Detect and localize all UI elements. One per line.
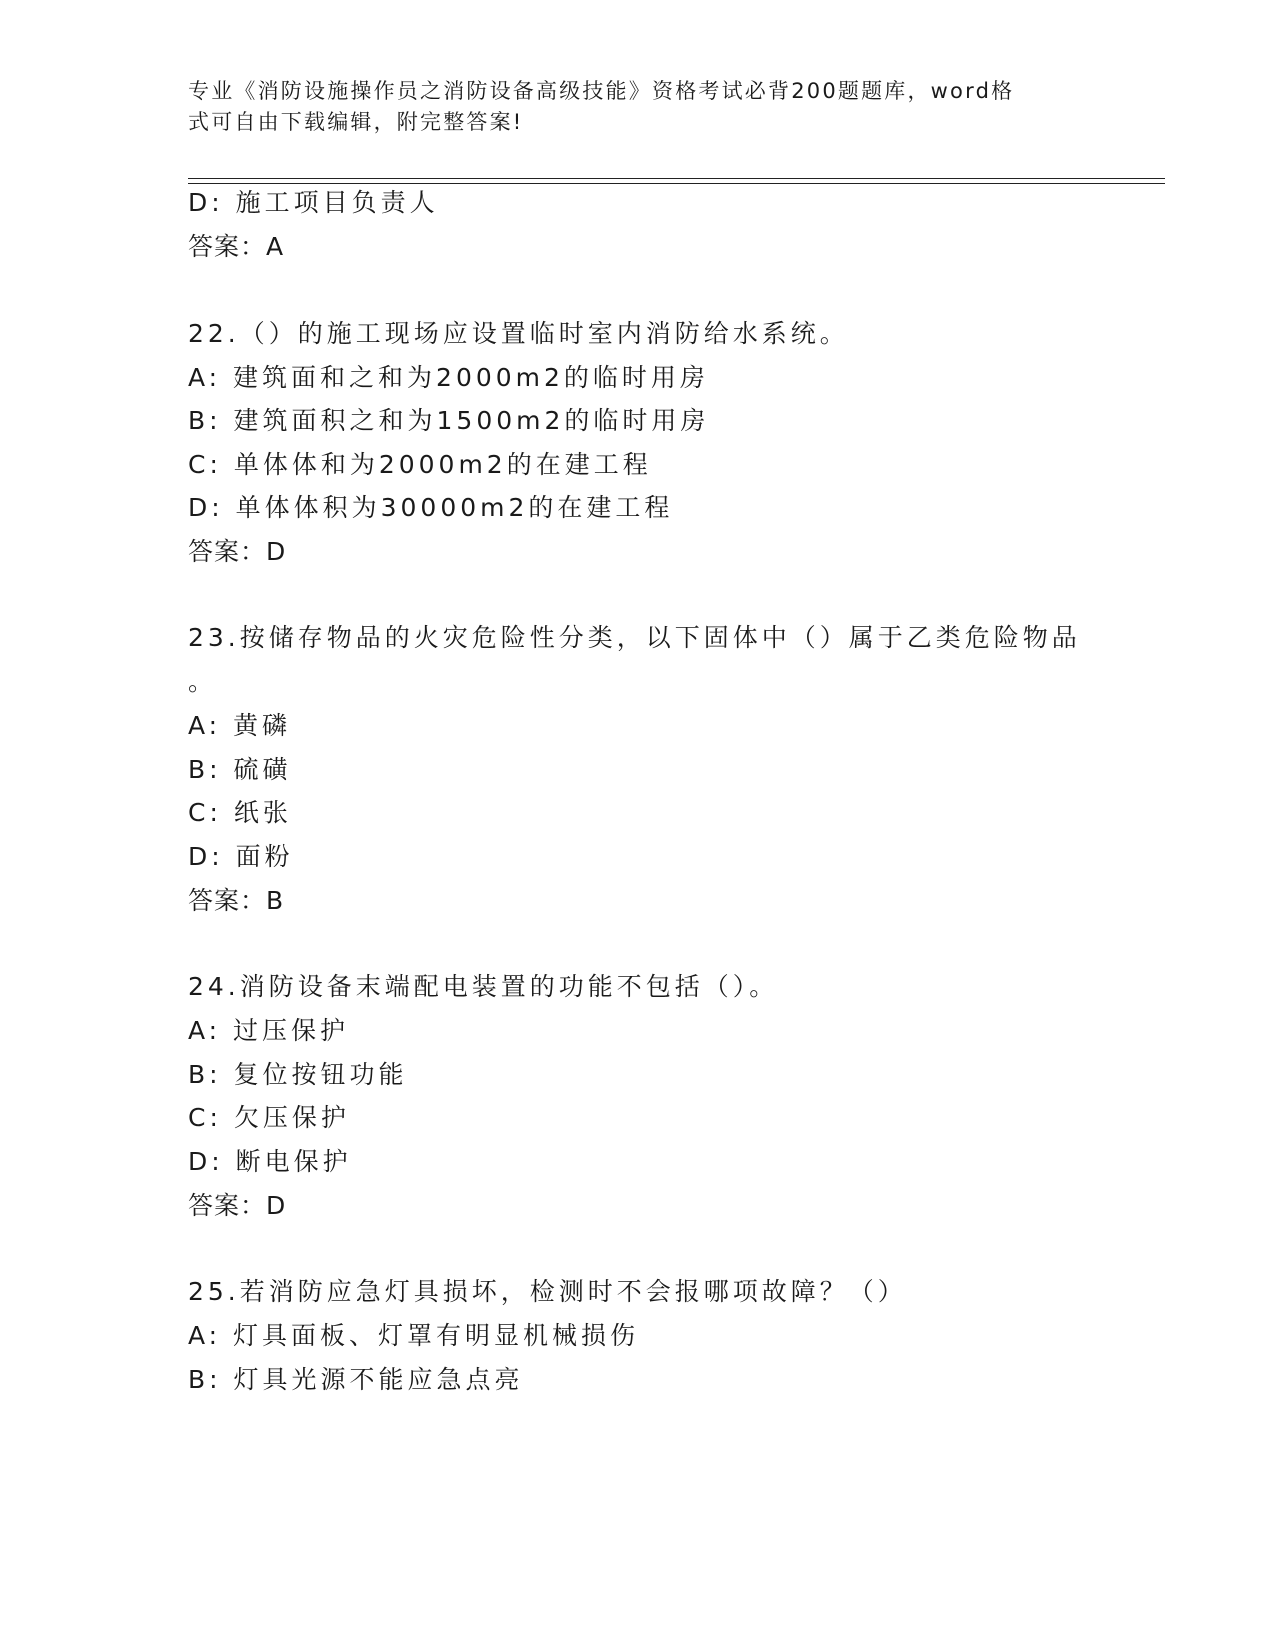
header-line-1: 专业《消防设施操作员之消防设备高级技能》资格考试必背200题题库，word格 — [188, 79, 1015, 103]
answer-text: 答案：A — [188, 232, 285, 261]
answer-text: 答案：D — [188, 1191, 287, 1220]
option-text: B: 灯具光源不能应急点亮 — [188, 1365, 524, 1394]
document-header — [188, 76, 1068, 138]
option-text: A: 黄磷 — [188, 711, 292, 740]
option-text: A: 过压保护 — [188, 1016, 350, 1045]
option-text: C: 欠压保护 — [188, 1103, 350, 1132]
header-rule-top — [188, 178, 1165, 179]
option-text: D: 施工项目负责人 — [188, 188, 439, 217]
option-text: D: 单体体积为30000m2的在建工程 — [188, 493, 674, 522]
option-text: D: 断电保护 — [188, 1147, 352, 1176]
header-line-2: 式可自由下载编辑，附完整答案! — [188, 110, 524, 134]
option-text: B: 复位按钮功能 — [188, 1060, 408, 1089]
option-text: A: 灯具面板、灯罩有明显机械损伤 — [188, 1321, 640, 1350]
question-stem: 24.消防设备末端配电装置的功能不包括（）。 — [188, 972, 779, 1001]
option-text: A: 建筑面和之和为2000m2的临时用房 — [188, 363, 709, 392]
answer-text: 答案：D — [188, 537, 287, 566]
question-stem: 22.（）的施工现场应设置临时室内消防给水系统。 — [188, 319, 849, 348]
question-stem-continuation: 。 — [188, 667, 218, 696]
question-stem: 23.按储存物品的火灾危险性分类，以下固体中（）属于乙类危险物品 — [188, 623, 1081, 652]
header-rule-bottom — [188, 183, 1165, 184]
answer-text: 答案：B — [188, 886, 285, 915]
option-text: B: 硫磺 — [188, 755, 292, 784]
option-text: C: 单体体和为2000m2的在建工程 — [188, 450, 652, 479]
question-stem: 25.若消防应急灯具损坏，检测时不会报哪项故障？（） — [188, 1277, 907, 1306]
option-text: D: 面粉 — [188, 842, 294, 871]
option-text: B: 建筑面积之和为1500m2的临时用房 — [188, 406, 710, 435]
option-text: C: 纸张 — [188, 798, 292, 827]
